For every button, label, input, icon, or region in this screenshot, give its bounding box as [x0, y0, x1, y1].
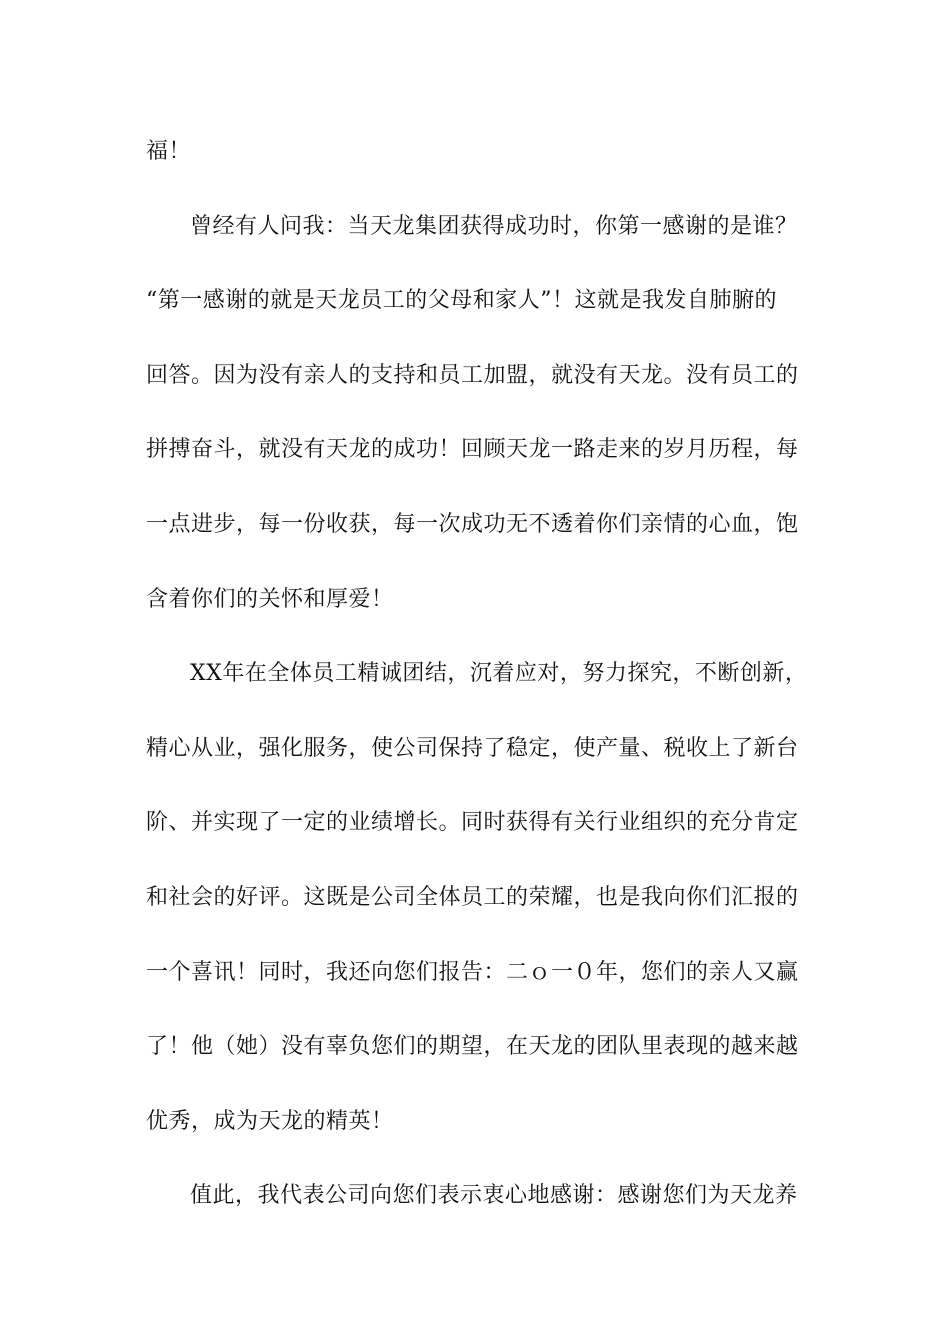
text-line: 回答。因为没有亲人的支持和员工加盟，就没有天龙。没有员工的 [146, 363, 799, 388]
text-line: 一个喜讯！同时，我还向您们报告：二ｏ一０年，您们的亲人又赢 [146, 960, 799, 985]
text-line: 拼搏奋斗，就没有天龙的成功！回顾天龙一路走来的岁月历程，每 [146, 437, 799, 462]
paragraph-first-line: 值此，我代表公司向您们表示衷心地感谢：感谢您们为天龙养 [190, 1183, 798, 1208]
text-line: 了！他（她）没有辜负您们的期望，在天龙的团队里表现的越来越 [146, 1034, 799, 1059]
text-line: 一点进步，每一份收获，每一次成功无不透着你们亲情的心血，饱 [146, 512, 799, 537]
text-line: 福！ [146, 139, 192, 164]
text-line: 阶、并实现了一定的业绩增长。同时获得有关行业组织的充分肯定 [146, 810, 799, 835]
text-line: “第一感谢的就是天龙员工的父母和家人”！这就是我发自肺腑的 [146, 288, 777, 313]
text-line: 精心从业，强化服务，使公司保持了稳定，使产量、税收上了新台 [146, 736, 799, 761]
text-line: 含着你们的关怀和厚爱！ [146, 587, 394, 612]
paragraph-first-line: XX年在全体员工精诚团结，沉着应对，努力探究，不断创新， [190, 661, 808, 686]
text-line: 和社会的好评。这既是公司全体员工的荣耀，也是我向你们汇报的 [146, 885, 799, 910]
text-line: 优秀，成为天龙的精英！ [146, 1109, 394, 1134]
paragraph-first-line: 曾经有人问我：当天龙集团获得成功时，你第一感谢的是谁？ [190, 214, 798, 239]
